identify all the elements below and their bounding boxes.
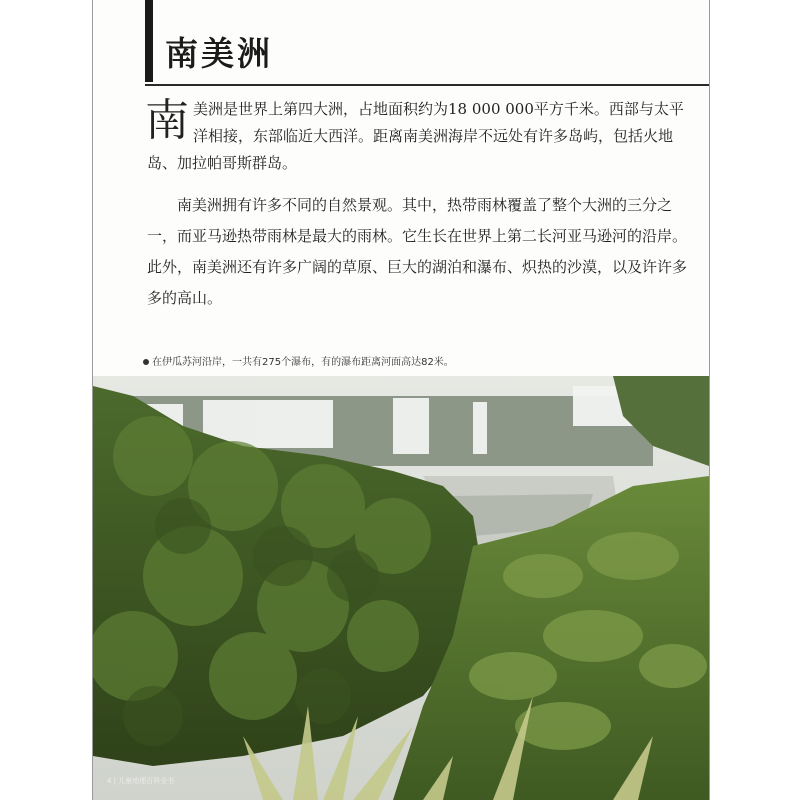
- bullet-icon: [143, 359, 149, 365]
- caption-text: 在伊瓜苏河沿岸，一共有275个瀑布，有的瀑布距离河面高达82米。: [152, 357, 454, 368]
- drop-cap: 南: [145, 95, 189, 146]
- intro-paragraph: [147, 96, 693, 177]
- page-title: 南美洲: [165, 34, 273, 73]
- photo-caption: [143, 353, 703, 368]
- page-footer: 4 | 儿童地理百科全书: [107, 777, 175, 785]
- waterfall-rainforest-photo: [93, 376, 709, 800]
- intro-text: 美洲是世界上第四大洲，占地面积约为18 000 000平方千米。西部与太平洋相接，东部临近大西洋。距离南美洲海岸不远处有许多岛屿，包括火地岛、加拉帕哥斯群岛。: [147, 100, 684, 172]
- book-page: [92, 0, 710, 800]
- title-accent-bar: [145, 0, 153, 82]
- body-paragraph: 南美洲拥有许多不同的自然景观。其中，热带雨林覆盖了整个大洲的三分之一，而亚马逊热带雨林是最大的雨林。它生长在世界上第二长河亚马逊河的沿岸。此外，南美洲还有许多广阔的草原、巨大的湖泊和瀑布、炽热的沙漠，以及许许多多的高山。: [147, 196, 688, 307]
- title-divider: [145, 84, 709, 86]
